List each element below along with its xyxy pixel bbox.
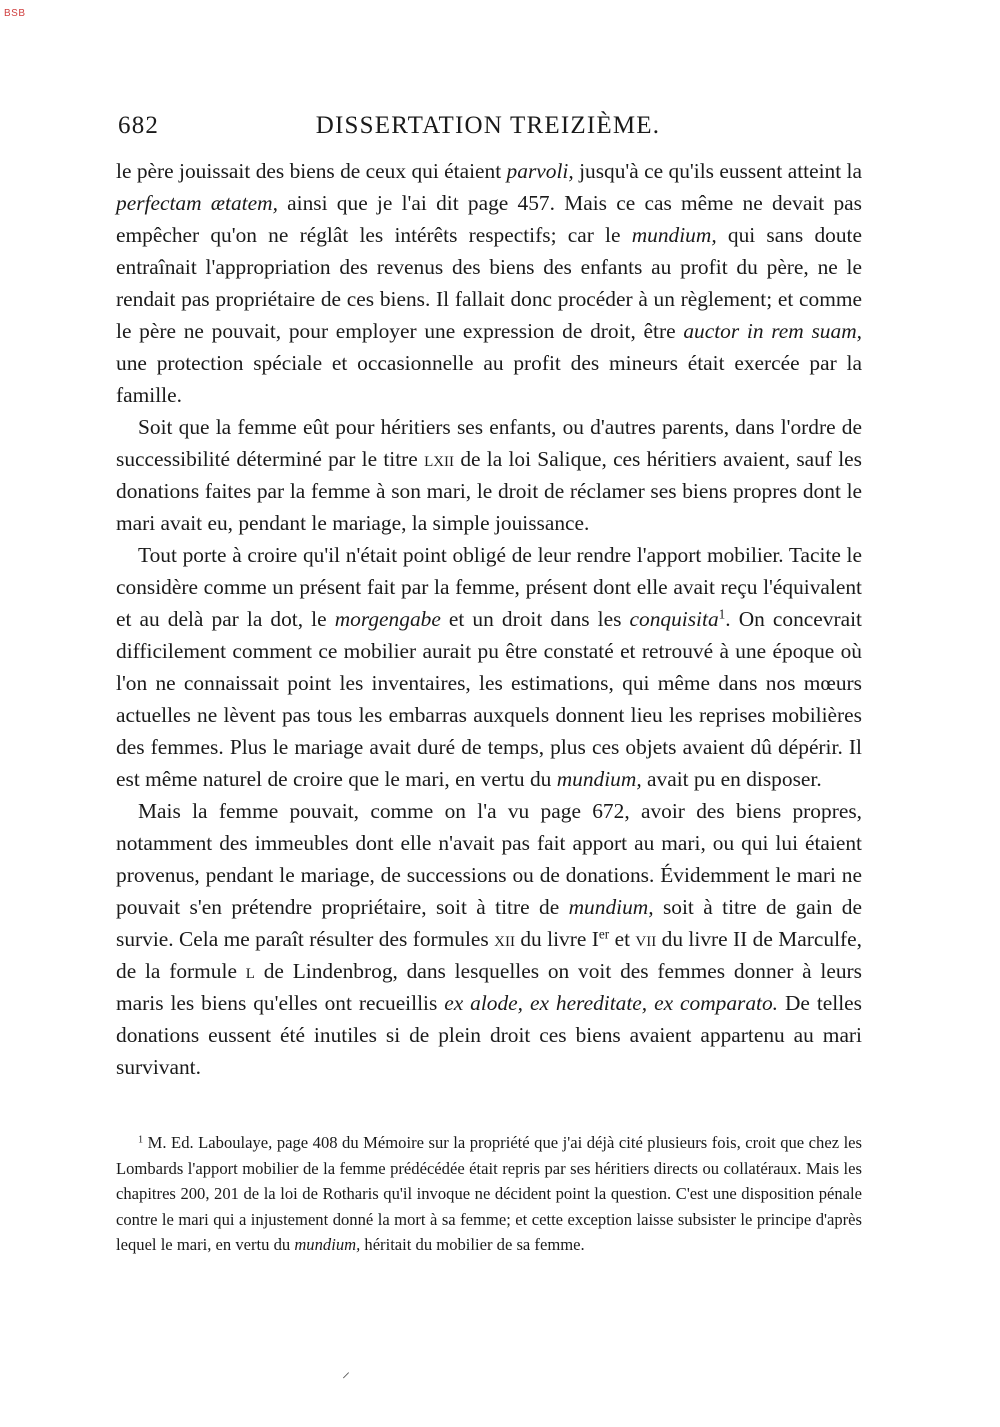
- roman-numeral: vii: [635, 927, 657, 951]
- roman-numeral: l: [245, 959, 255, 983]
- italic-term: mundium,: [556, 767, 642, 791]
- italic-term: conquisita: [629, 607, 719, 631]
- paragraph: [116, 411, 862, 539]
- text-run: qui sans doute entraînait l'appropriation des revenus des biens des enfants au profit du père, ne le rendait pas propriétaire de ces biens. Il fallait donc procéder à un règlement; et comme le père ne pouvait, pour employer une expression de droit, être: [116, 223, 862, 343]
- text-run: du livre I: [514, 927, 599, 951]
- italic-term: mundium,: [631, 223, 717, 247]
- text-run: de la loi Salique, ces héritiers avaient, sauf les donations faites par la femme à son mari, le droit de réclamer ses biens propres dont le mari avait eu, pendant le mariage, la simple jouissance.: [116, 447, 862, 535]
- text-run: Soit que la femme eût pour héritiers ses enfants, ou d'autres parents, dans l'ordre de successibilité déterminé par le titre: [116, 415, 862, 471]
- italic-term: morgengabe: [334, 607, 441, 631]
- footnote-marker: 1: [138, 1134, 144, 1146]
- paragraph: [116, 795, 862, 1083]
- library-watermark: BSB: [4, 8, 26, 19]
- italic-term: auctor in rem suam,: [683, 319, 862, 343]
- stray-ink-mark: ⸝: [342, 1364, 351, 1381]
- text-run: le père jouissait des biens de ceux qui étaient: [116, 159, 507, 183]
- roman-numeral: lxii: [424, 447, 455, 471]
- italic-term: parvoli,: [506, 159, 574, 183]
- text-run: jusqu'à ce qu'ils eussent atteint la: [573, 159, 862, 183]
- roman-numeral: xii: [494, 927, 515, 951]
- main-text: [116, 155, 862, 1083]
- superscript: er: [598, 926, 610, 942]
- text-run: Tout porte à croire qu'il n'était point obligé de leur rendre l'apport mobilier. Tacite le considère comme un présent fait par la femme, présent dont elle avait reçu l'équivalent et au delà par la dot, le: [116, 543, 862, 631]
- text-run: de Lindenbrog, dans lesquelles on voit des femmes donner à leurs maris les biens qu'elles ont recueillis: [116, 959, 862, 1015]
- text-run: héritait du mobilier de sa femme.: [360, 1235, 585, 1254]
- text-run: une protection spéciale et occasionnelle au profit des mineurs était exercée par la famille.: [116, 351, 862, 407]
- italic-term: mundium,: [294, 1235, 361, 1254]
- italic-term: perfectam ætatem,: [116, 191, 278, 215]
- page-header: [118, 112, 858, 148]
- text-run: De telles donations eussent été inutiles si de plein droit ces biens avaient appartenu au mari survivant.: [116, 991, 862, 1079]
- text-run: avait pu en disposer.: [641, 767, 822, 791]
- text-run: soit à titre de gain de survie. Cela me paraît résulter des formules: [116, 895, 862, 951]
- text-run: . On concevrait difficilement comment ce mobilier aurait pu être constaté et retrouvé à une époque où l'on ne connaissait point les inventaires, les estimations, qui même dans nos mœurs actuelles ne lèvent pas tous les embarras auxquels donnent lieu les reprises mobilières des femmes. Plus le mariage avait duré de temps, plus ces objets avaient dû dépérir. Il est même naturel de croire que le mari, en vertu du: [116, 607, 862, 791]
- footnote: [116, 1130, 862, 1258]
- text-run: M. Ed. Laboulaye, page 408 du Mémoire sur la propriété que j'ai déjà cité plusieurs fois, croit que chez les Lombards l'apport mobilier de la femme prédécédée était repris par ses héritiers directs ou collatéraux. Mais les chapitres 200, 201 de la loi de Rotharis qu'il invoque ne décident point la question. C'est une disposition pénale contre le mari qui a injustement donné la mort à sa femme; et cette exception laisse subsister le principe d'après lequel le mari, en vertu du: [116, 1133, 862, 1254]
- paragraph: [116, 539, 862, 795]
- italic-term: mundium,: [568, 895, 654, 919]
- running-title: DISSERTATION TREIZIÈME.: [315, 112, 661, 139]
- italic-term: ex alode, ex hereditate, ex comparato.: [444, 991, 779, 1015]
- text-run: du livre II de Marculfe, de la formule: [116, 927, 863, 983]
- text-run: et un droit dans les: [440, 607, 630, 631]
- footnote-ref: 1: [718, 606, 726, 622]
- paragraph: [116, 155, 862, 411]
- text-run: ainsi que je l'ai dit page 457. Mais ce cas même ne devait pas empêcher qu'on ne réglât les intérêts respectifs; car le: [116, 191, 862, 247]
- page-number: 682: [118, 112, 160, 139]
- footnotes: [116, 1130, 862, 1258]
- text-run: Mais la femme pouvait, comme on l'a vu page 672, avoir des biens propres, notamment des immeubles dont elle n'avait pas fait apport au mari, ou qui lui étaient provenus, pendant le mariage, de successions ou de donations. Évidemment le mari ne pouvait s'en prétendre propriétaire, soit à titre de: [116, 799, 862, 919]
- text-run: et: [609, 927, 636, 951]
